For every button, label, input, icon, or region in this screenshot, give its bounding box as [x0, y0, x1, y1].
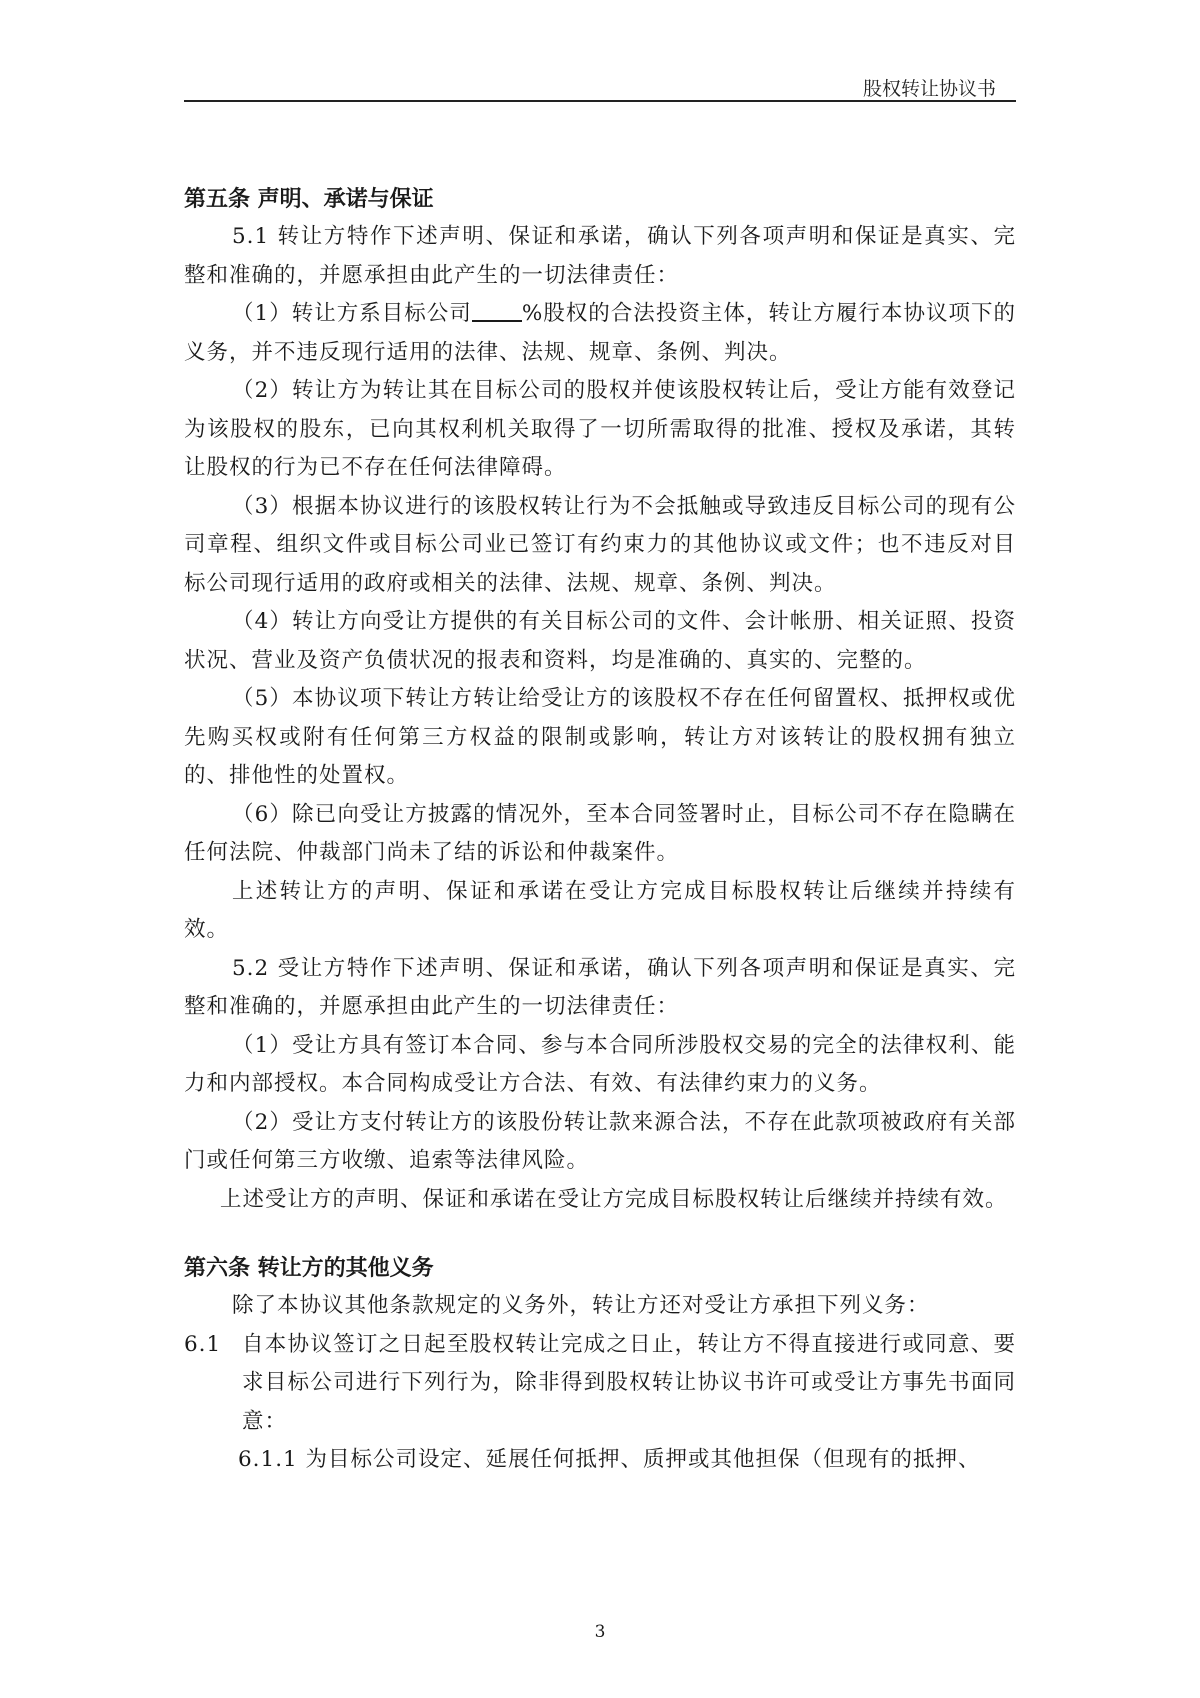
clause-6-1 — [184, 1326, 1016, 1442]
clause-5-1-item-2: （2）转让方为转让其在目标公司的股权并使该股权转让后，受让方能有效登记为该股权的股东，已向其权利机关取得了一切所需取得的批准、授权及承诺，其转让股权的行为已不存在任何法律障碍。 — [184, 378, 1016, 480]
clause-5-1-item-5: （5）本协议项下转让方转让给受让方的该股权不存在任何留置权、抵押权或优先购买权或附有任何第三方权益的限制或影响，转让方对该转让的股权拥有独立的、排他性的处置权。 — [184, 686, 1016, 788]
header-rule — [184, 100, 1016, 102]
article-5-heading: 第五条 声明、承诺与保证 — [184, 186, 434, 212]
blank-percentage-field — [472, 302, 522, 322]
clause-6-1-number: 6.1 — [184, 1331, 222, 1357]
clause-6-1-1: 6.1.1 为目标公司设定、延展任何抵押、质押或其他担保（但现有的抵押、 — [238, 1447, 981, 1472]
header-title: 股权转让协议书 — [862, 78, 996, 100]
article-6-heading: 第六条 转让方的其他义务 — [184, 1255, 434, 1281]
clause-5-1-item-6: （6）除已向受让方披露的情况外，至本合同签署时止，目标公司不存在隐瞒在任何法院、仲裁部门尚未了结的诉讼和仲裁案件。 — [184, 801, 1016, 865]
clause-5-2-summary: 上述受让方的声明、保证和承诺在受让方完成目标股权转让后继续并持续有效。 — [220, 1186, 1008, 1212]
clause-5-2: 5.2 受让方特作下述声明、保证和承诺，确认下列各项声明和保证是真实、完整和准确的，并愿承担由此产生的一切法律责任： — [184, 955, 1016, 1019]
clause-5-1-item-1 — [184, 295, 1016, 372]
clause-5-1-item-3: （3）根据本协议进行的该股权转让行为不会抵触或导致违反目标公司的现有公司章程、组织文件或目标公司业已签订有约束力的其他协议或文件；也不违反对目标公司现行适用的政府或相关的法律、法规、规章、条例、判决。 — [184, 493, 1016, 596]
document-body — [184, 180, 1016, 1480]
article-6-intro: 除了本协议其他条款规定的义务外，转让方还对受让方承担下列义务： — [232, 1293, 930, 1318]
item-1-text-after: %股权的合法投资主体，转让方履行本协议项下的义务，并不违反现行适用的法律、法规、规章、条例、判决。 — [184, 301, 1016, 365]
clause-6-1-text: 自本协议签订之日起至股权转让完成之日止，转让方不得直接进行或同意、要求目标公司进行下列行为，除非得到股权转让协议书许可或受让方事先书面同意： — [242, 1331, 1016, 1434]
clause-5-2-item-1: （1）受让方具有签订本合同、参与本合同所涉股权交易的完全的法律权利、能力和内部授权。本合同构成受让方合法、有效、有法律约束力的义务。 — [184, 1032, 1016, 1096]
page-number: 3 — [594, 1622, 606, 1642]
section-gap — [184, 1219, 1016, 1249]
clause-5-1-item-4: （4）转让方向受让方提供的有关目标公司的文件、会计帐册、相关证照、投资状况、营业及资产负债状况的报表和资料，均是准确的、真实的、完整的。 — [184, 609, 1016, 673]
clause-5-1: 5.1 转让方特作下述声明、保证和承诺，确认下列各项声明和保证是真实、完整和准确的，并愿承担由此产生的一切法律责任： — [184, 224, 1016, 288]
clause-5-1-summary: 上述转让方的声明、保证和承诺在受让方完成目标股权转让后继续并持续有效。 — [184, 878, 1016, 942]
item-1-text-before: （1）转让方系目标公司 — [232, 301, 472, 326]
clause-5-2-item-2: （2）受让方支付转让方的该股份转让款来源合法，不存在此款项被政府有关部门或任何第三方收缴、追索等法律风险。 — [184, 1109, 1016, 1173]
